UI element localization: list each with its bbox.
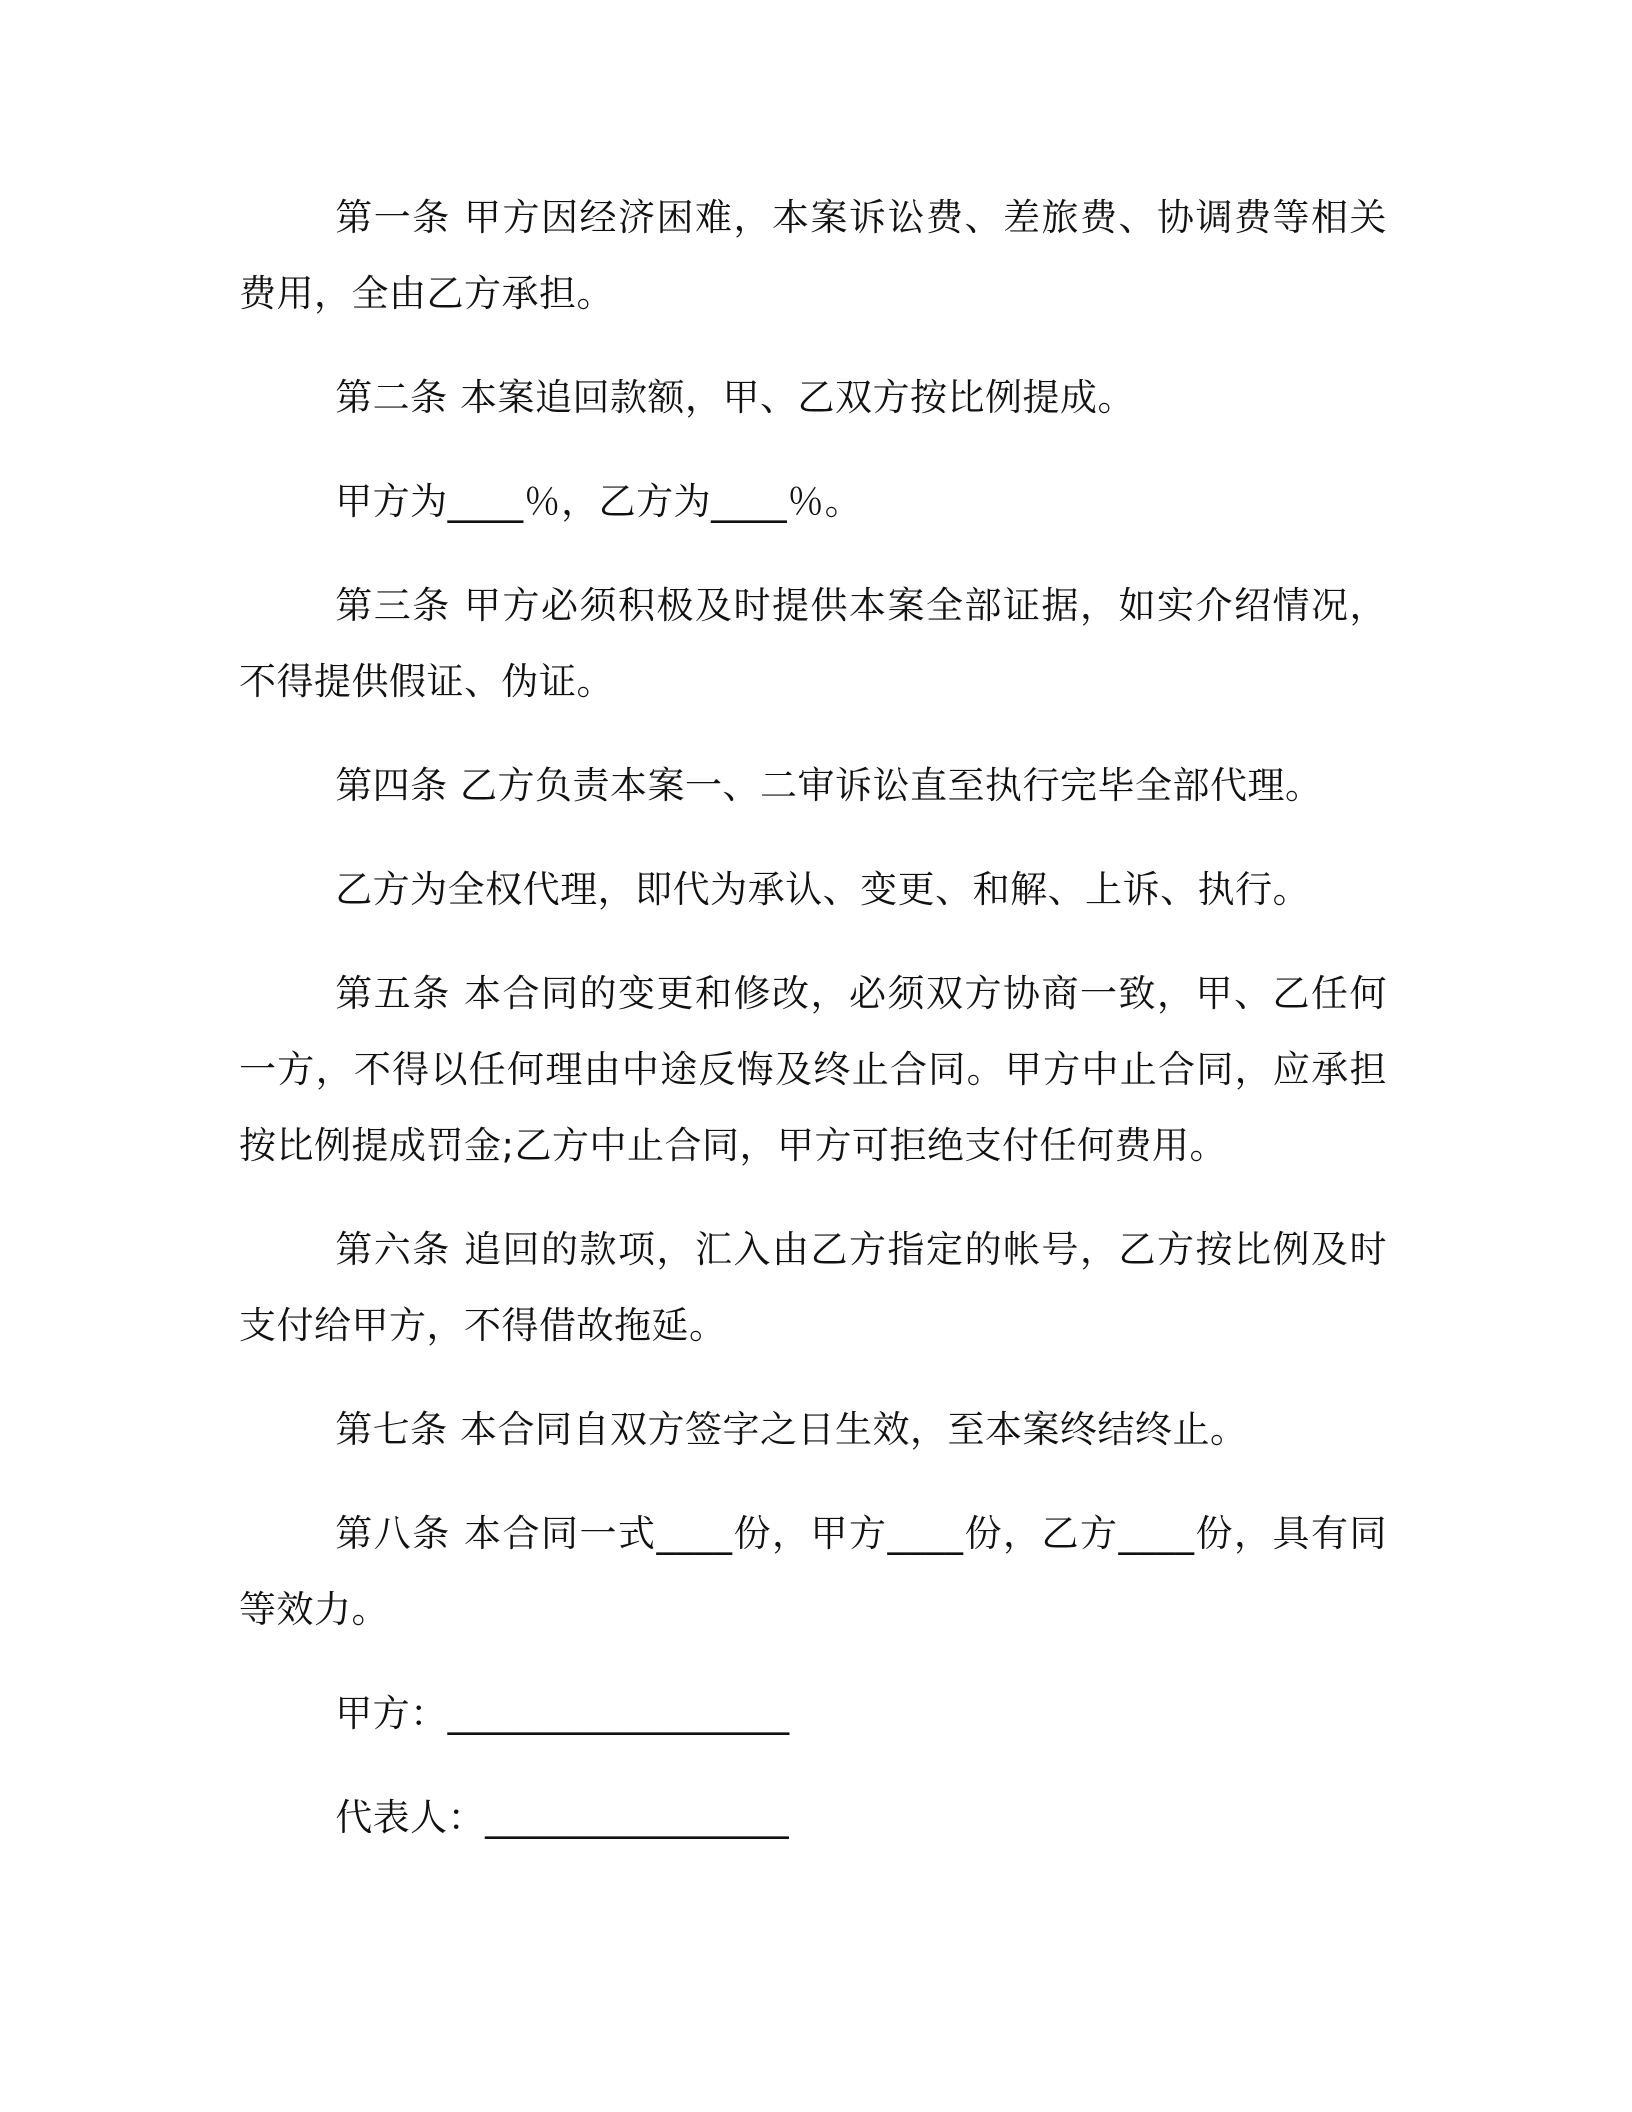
clause-7-paragraph: 第七条 本合同自双方签字之日生效，至本案终结终止。 [335,1408,1248,1451]
authority-paragraph: 乙方为全权代理，即代为承认、变更、和解、上诉、执行。 [335,868,1311,911]
clause-4-paragraph: 第四条 乙方负责本案一、二审诉讼直至执行完毕全部代理。 [335,764,1323,807]
clause-2-paragraph: 第二条 本案追回款额，甲、乙双方按比例提成。 [335,376,1135,419]
clause-5-paragraph: 第五条 本合同的变更和修改，必须双方协商一致，甲、乙任何一方，不得以任何理由中途反悔及终止合同。甲方中止合同，应承担按比例提成罚金;乙方中止合同，甲方可拒绝支付任何费用。 [239,972,1387,1167]
document-body [239,180,1387,1884]
clause-8-paragraph: 第八条 本合同一式____份，甲方____份，乙方____份，具有同等效力。 [239,1512,1387,1631]
party-a-signature-line: 甲方：__________________ [335,1692,790,1735]
clause-6-paragraph: 第六条 追回的款项，汇入由乙方指定的帐号，乙方按比例及时支付给甲方，不得借故拖延。 [239,1228,1387,1347]
ratio-paragraph: 甲方为____％，乙方为____％。 [335,480,863,523]
clause-1-paragraph: 第一条 甲方因经济困难，本案诉讼费、差旅费、协调费等相关费用，全由乙方承担。 [239,196,1387,315]
clause-3-paragraph: 第三条 甲方必须积极及时提供本案全部证据，如实介绍情况，不得提供假证、伪证。 [239,584,1387,703]
representative-signature-line: 代表人：________________ [335,1796,790,1839]
